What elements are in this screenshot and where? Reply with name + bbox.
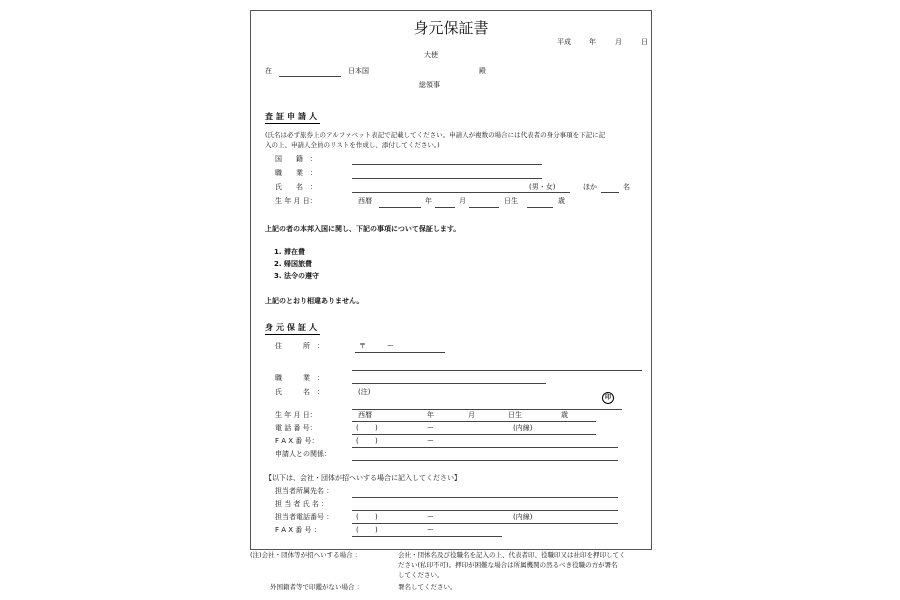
birth-year-unit: 年	[425, 197, 432, 205]
gender-choice[interactable]: (男・女)	[529, 183, 556, 191]
occupation-label: 職 業 ：	[275, 169, 317, 177]
footnote-company-label: (注)会社・団体等が招へいする場合 ：	[250, 551, 362, 559]
footnote-company-text-1: 会社・団体名及び役職名を記入の上、代表者印、役職印又は社印を押印してく	[398, 551, 626, 559]
company-fax-dash: ー	[427, 526, 434, 534]
fax-paren: ( )	[356, 437, 378, 445]
others-prefix: ほか	[583, 183, 597, 191]
applicant-note-line1: (氏名は必ず旅券上のアルファベット表記で記載してください。申請人が複数の場合には代表者の身分事項を下記に記	[265, 131, 606, 139]
guarantor-birthdate-field[interactable]	[352, 421, 596, 422]
fax-dash: ー	[427, 437, 434, 445]
birth-day-unit: 日生	[504, 197, 518, 205]
guarantee-statement: 上記の者の本邦入国に関し、下記の事項について保証します。	[265, 225, 461, 233]
applicant-note-line2: 入の上、申請人全員のリストを作成し、添付してください。)	[265, 141, 440, 149]
honorific: 殿	[479, 67, 486, 75]
date-month: 月	[615, 38, 622, 46]
person-phone-paren: ( )	[356, 513, 378, 521]
footnote-foreigner-text: 署名してください。	[398, 583, 457, 591]
item-1: 1. 滞在費	[274, 248, 305, 256]
postal-field[interactable]	[355, 352, 445, 353]
name-field[interactable]	[352, 192, 570, 193]
guarantor-heading: 身元保証人	[265, 322, 320, 335]
guarantor-name-field[interactable]	[352, 409, 622, 410]
nationality-field[interactable]	[352, 164, 542, 165]
phone-dash: ー	[427, 424, 434, 432]
name-note: (注)	[358, 388, 371, 396]
birth-month-field[interactable]	[435, 207, 455, 208]
guarantor-year-unit: 年	[427, 411, 434, 419]
company-heading: 【以下は、会社・団体が招へいする場合に記入してください】	[265, 474, 461, 482]
department-field[interactable]	[352, 497, 618, 498]
phone-field[interactable]	[352, 434, 596, 435]
phone-label: 電 話 番 号：	[275, 424, 317, 432]
date-day: 日	[641, 38, 648, 46]
department-label: 担当者所属先名 ：	[275, 487, 334, 495]
occupation-field[interactable]	[352, 178, 542, 179]
country-blank[interactable]	[279, 76, 341, 77]
person-phone-label: 担当者電話番号 ：	[275, 513, 334, 521]
guarantor-age-unit: 歳	[561, 411, 568, 419]
others-count-field[interactable]	[601, 192, 619, 193]
age-unit: 歳	[558, 197, 565, 205]
date-era: 平成	[557, 38, 571, 46]
person-name-label: 担 当 者 氏 名 ：	[275, 500, 329, 508]
company-fax-paren: ( )	[356, 526, 378, 534]
birth-day-field[interactable]	[469, 207, 499, 208]
person-phone-field[interactable]	[352, 523, 618, 524]
no-error-statement: 上記のとおり相違ありません。	[265, 297, 364, 305]
address-label: 住 所 ：	[275, 342, 324, 350]
guarantee-form-page	[250, 10, 652, 550]
consul-label: 総領事	[419, 81, 440, 89]
age-field[interactable]	[527, 207, 553, 208]
address-field[interactable]	[352, 370, 642, 371]
applicant-heading: 査証申請人	[265, 111, 320, 124]
birth-era: 西暦	[358, 197, 372, 205]
ambassador-label: 大使	[424, 51, 438, 59]
birthdate-label: 生 年 月 日：	[275, 197, 317, 205]
company-fax-label: F A X 番 号 ：	[275, 526, 321, 534]
birth-year-field[interactable]	[379, 207, 421, 208]
birth-month-unit: 月	[459, 197, 466, 205]
person-phone-extension: (内線)	[513, 513, 533, 521]
relationship-label: 申請人との関係：	[275, 450, 331, 458]
company-fax-field[interactable]	[352, 536, 502, 537]
fax-field[interactable]	[352, 447, 618, 448]
name-label: 氏 名 ：	[275, 183, 317, 191]
footnote-foreigner-label: 外国籍者等で印鑑がない場合 ：	[270, 583, 364, 591]
footnote-company-text-3: してください。	[398, 571, 444, 579]
person-name-field[interactable]	[352, 510, 618, 511]
guarantor-occupation-field[interactable]	[352, 383, 546, 384]
footnote-company-text-2: ださい(私印不可)。押印が困難な場合は所属機関の然るべき役職の方が署名	[398, 561, 618, 569]
guarantor-day-unit: 日生	[508, 411, 522, 419]
japan-label: 日本国	[348, 67, 369, 75]
seal-mark: 印	[602, 392, 614, 404]
phone-paren: ( )	[356, 424, 378, 432]
postal-code[interactable]: 〒 ー	[359, 342, 394, 350]
phone-extension: (内線)	[513, 424, 533, 432]
guarantor-name-label: 氏 名 ：	[275, 388, 324, 396]
others-unit: 名	[623, 183, 630, 191]
guarantor-birthdate-label: 生 年 月 日：	[275, 411, 317, 419]
date-year: 年	[589, 38, 596, 46]
relationship-field[interactable]	[352, 460, 618, 461]
item-3: 3. 法令の遵守	[274, 272, 319, 280]
guarantor-occupation-label: 職 業 ：	[275, 374, 324, 382]
addressee-prefix: 在	[265, 67, 272, 75]
item-2: 2. 帰国旅費	[274, 260, 312, 268]
fax-label: F A X 番 号：	[275, 437, 319, 445]
page-title: 身元保証書	[413, 19, 489, 37]
nationality-label: 国 籍 ：	[275, 155, 317, 163]
person-phone-dash: ー	[427, 513, 434, 521]
guarantor-birth-era: 西暦	[358, 411, 372, 419]
guarantor-month-unit: 月	[468, 411, 475, 419]
